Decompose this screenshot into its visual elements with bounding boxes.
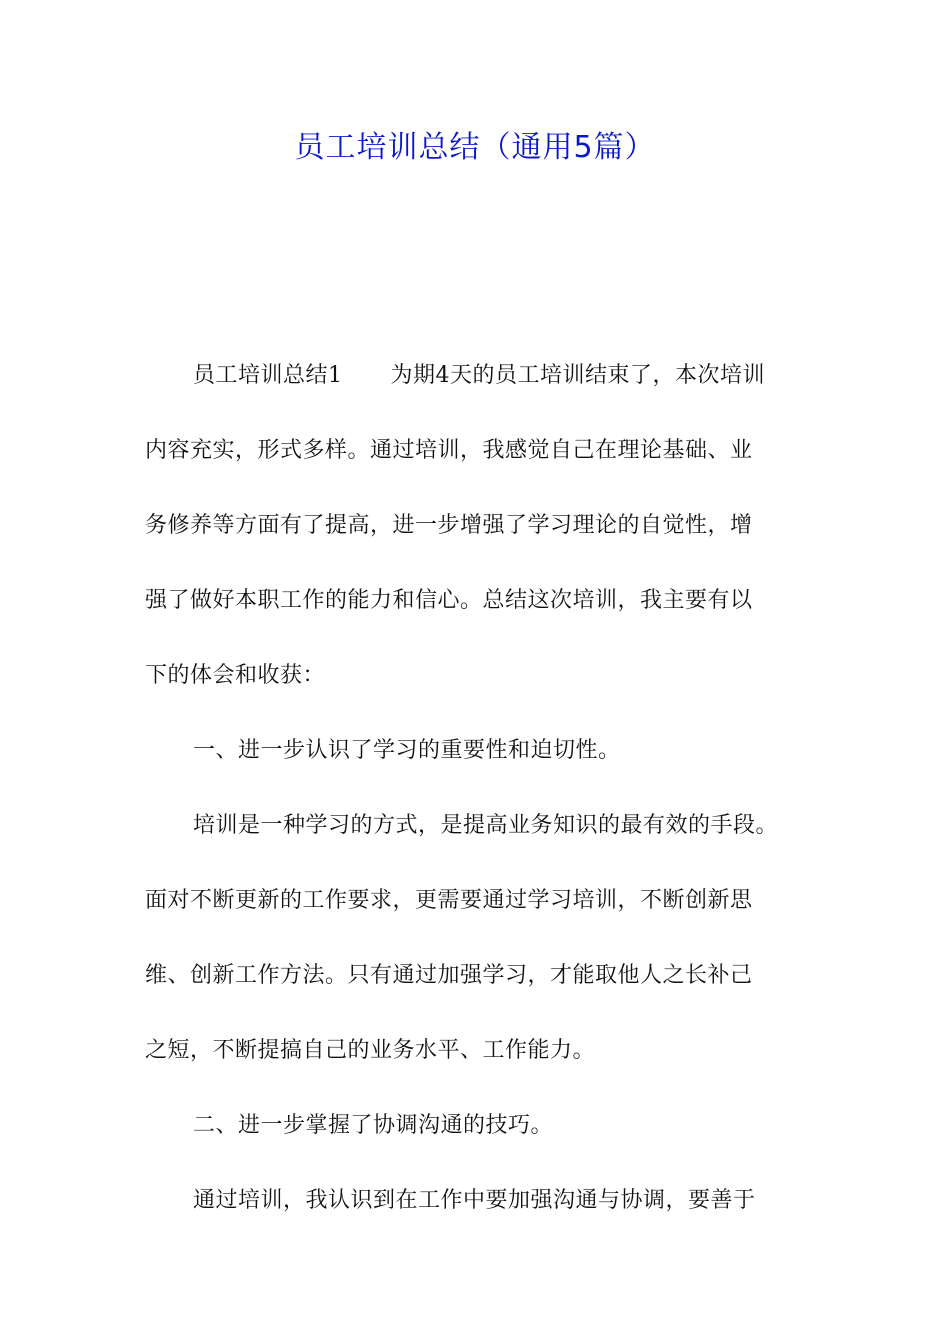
paragraph-line-5: 下的体会和收获： — [145, 663, 326, 688]
document-title: 员工培训总结（通用5篇） — [294, 130, 656, 165]
paragraph-line-7: 培训是一种学习的方式，是提高业务知识的最有效的手段。 — [193, 813, 779, 838]
paragraph-line-4: 强了做好本职工作的能力和信心。总结这次培训，我主要有以 — [145, 588, 753, 613]
paragraph-line-3: 务修养等方面有了提高，进一步增强了学习理论的自觉性，增 — [145, 513, 753, 538]
subheading-1: 一、进一步认识了学习的重要性和迫切性。 — [193, 738, 621, 763]
paragraph-line-9: 维、创新工作方法。只有通过加强学习，才能取他人之长补己 — [145, 963, 753, 988]
paragraph-line-12: 通过培训，我认识到在工作中要加强沟通与协调，要善于 — [193, 1188, 756, 1213]
paragraph-line-10: 之短，不断提搞自己的业务水平、工作能力。 — [145, 1038, 596, 1063]
paragraph-line-1 — [145, 338, 810, 413]
document-body — [145, 338, 810, 1238]
section-heading-1: 员工培训总结1 — [193, 363, 343, 388]
paragraph-text: 为期4天的员工培训结束了，本次培训 — [390, 363, 765, 388]
paragraph-line-8: 面对不断更新的工作要求，更需要通过学习培训，不断创新思 — [145, 888, 753, 913]
paragraph-line-2: 内容充实，形式多样。通过培训，我感觉自己在理论基础、业 — [145, 438, 753, 463]
subheading-2: 二、进一步掌握了协调沟通的技巧。 — [193, 1113, 554, 1138]
